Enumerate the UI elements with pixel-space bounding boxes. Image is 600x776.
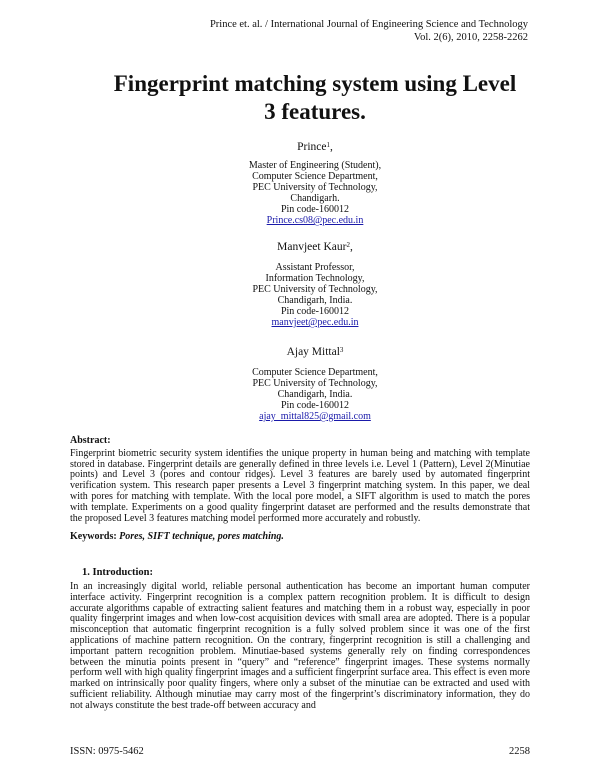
author-name: Prince$^1$, — [297, 141, 333, 153]
affiliation-line: Information Technology, — [265, 273, 365, 284]
introduction-paragraph: In an increasingly digital world, reliable personal authentication has become an important human computer interface activity. Fingerprint recognition is a complex pattern recognition problem. It is difficult to design accurate algorithms capable of extracting salient features and matching them in a robust way, especially in poor quality fingerprint images and when low-cost acquisition devices with small area are adopted. There is a popular misconception that automatic fingerprint recognition is a fully solved problem since it was one of the first applications of machine pattern recognition. On the contrary, fingerprint recognition is still a challenging and important pattern recognition problem. Minutiae-based systems generally rely on finding correspondences between the minutia points present in “query” and “reference” fingerprint images. These systems normally perform well with high quality fingerprint images and a sufficient fingerprint surface area. This effect is even more marked on intrinsically poor quality fingers, where only a subset of the minutiae can be extracted and used with sufficient reliability. Although minutiae may carry most of the fingerprint’s discriminatory information, they do not always constitute the best trade-off between accuracy and — [70, 581, 530, 711]
affiliation-line: Chandigarh, India. — [277, 295, 353, 306]
author-block-3 — [150, 345, 480, 422]
author-email-link[interactable]: manvjeet@pec.edu.in — [271, 317, 359, 328]
section-heading-introduction: 1. Introduction: — [82, 567, 153, 578]
affiliation-line: Computer Science Department, — [252, 367, 378, 378]
author-email-link[interactable]: ajay_mittal825@gmail.com — [259, 411, 371, 422]
affiliation-line: Computer Science Department, — [252, 171, 378, 182]
abstract-text: Fingerprint biometric security system identifies the unique property in human being and matching with template stored in database. Fingerprint details are generally defined in three levels i.e. Level 1 (Pattern), Level 2(Minutiae points) and Level 3 (pores and contour ridges). Level 3 features are barely used by automated fingerprint verification system. This research paper presents a Level 3 fingerprint matching system. In this paper, we deal with pores for matching with template. With the local pore model, a SIFT algorithm is used to match the pores with template. Experiments on a good quality fingerprint dataset are performed and the results demonstrate that the proposed Level 3 features matching model performed more accurately and robustly. — [70, 447, 530, 524]
affiliation-line: Assistant Professor, — [275, 262, 355, 273]
author-block-1 — [150, 140, 480, 226]
issn-footer: ISSN: 0975-5462 — [70, 746, 144, 757]
affiliation-line: Pin code-160012 — [280, 400, 350, 411]
author-email-link[interactable]: Prince.cs08@pec.edu.in — [266, 215, 364, 226]
affiliation-line: Master of Engineering (Student), — [248, 160, 382, 171]
affiliation-line: Pin code-160012 — [280, 306, 350, 317]
affiliation-line: Chandigarh, India. — [277, 389, 353, 400]
affiliation-line: Pin code-160012 — [280, 204, 350, 215]
keywords-line: Keywords: Pores, SIFT technique, pores matching. — [70, 531, 284, 543]
affiliation-line: Chandigarh. — [290, 193, 340, 204]
affiliation-line: PEC University of Technology, — [252, 182, 378, 193]
journal-citation: Prince et. al. / International Journal of Engineering Science and Technology — [209, 19, 528, 30]
introduction-text — [70, 582, 530, 712]
author-name: Manvjeet Kaur$^2$, — [277, 241, 353, 253]
abstract-section — [70, 436, 530, 543]
running-header — [210, 18, 528, 44]
page-number: 2258 — [509, 746, 530, 757]
author-name: Ajay Mittal$^3$ — [286, 346, 344, 358]
volume-pages: Vol. 2(6), 2010, 2258-2262 — [413, 32, 528, 43]
paper-title: Fingerprint matching system using Level 3 features. — [113, 71, 517, 124]
affiliation-line: PEC University of Technology, — [252, 284, 378, 295]
author-block-2 — [150, 240, 480, 328]
abstract-heading: Abstract: — [70, 435, 111, 446]
affiliation-line: PEC University of Technology, — [252, 378, 378, 389]
